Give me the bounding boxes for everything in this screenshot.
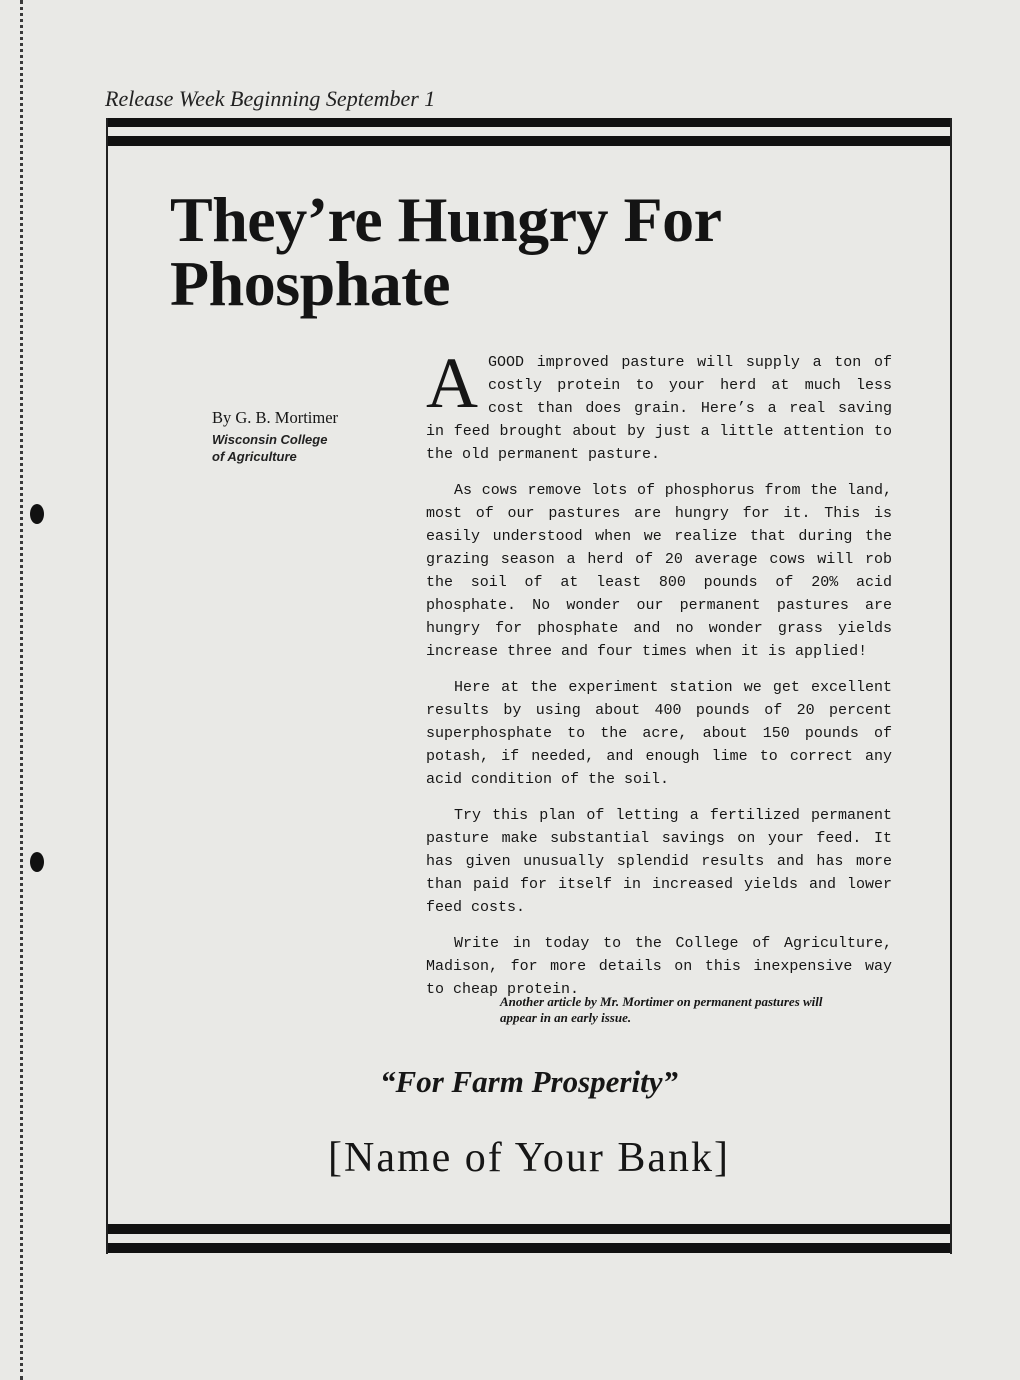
followup-note: Another article by Mr. Mortimer on permanent pastures will appear in an early issue. <box>500 994 823 1025</box>
paragraph-text: GOOD improved pasture will supply a ton of costly protein to your herd at much less cost than does grain. Here’s a real saving in feed brought about by just a little attention to the old permanent pasture. <box>426 354 892 463</box>
bottom-rule <box>108 1224 950 1254</box>
top-rule <box>108 118 950 148</box>
author-affiliation-line2: of Agriculture <box>212 449 297 464</box>
drop-cap: A <box>426 343 478 423</box>
release-date-heading: Release Week Beginning September 1 <box>105 86 436 111</box>
slogan: “For Farm Prosperity” <box>380 1064 678 1099</box>
advertisement-frame <box>106 118 952 1254</box>
byline-block <box>212 408 338 465</box>
punch-hole-bottom <box>30 852 44 872</box>
article-title <box>170 184 722 319</box>
article-paragraph <box>426 343 892 466</box>
article-paragraph: Write in today to the College of Agriculture, Madison, for more details on this inexpensive way to cheap protein. <box>426 935 892 998</box>
article-body <box>426 343 892 1014</box>
punch-hole-top <box>30 504 44 524</box>
article-title-line1: They’re Hungry For <box>170 184 722 255</box>
bank-name-placeholder: [Name of Your Bank] <box>328 1135 730 1181</box>
article-paragraph: Here at the experiment station we get excellent results by using about 400 pounds of 20 percent superphosphate to the acre, about 150 pounds of potash, if needed, and enough lime to correct any acid condition of the soil. <box>426 679 892 788</box>
article-paragraph: As cows remove lots of phosphorus from the land, most of our pastures are hungry for it. This is easily understood when we realize that during the grazing season a herd of 20 average cows will rob the soil of at least 800 pounds of 20% acid phosphate. No wonder our permanent pastures are hungry for phosphate and no wonder grass yields increase three and four times when it is applied! <box>426 482 892 660</box>
author-affiliation-line1: Wisconsin College <box>212 432 328 447</box>
article-title-line2: Phosphate <box>170 248 450 319</box>
binding-edge-dots <box>20 0 23 1380</box>
article-paragraph: Try this plan of letting a fertilized permanent pasture make substantial savings on your feed. It has given unusually splendid results and has more than paid for itself in increased yields and lower feed costs. <box>426 807 892 916</box>
author-name: By G. B. Mortimer <box>212 408 339 427</box>
